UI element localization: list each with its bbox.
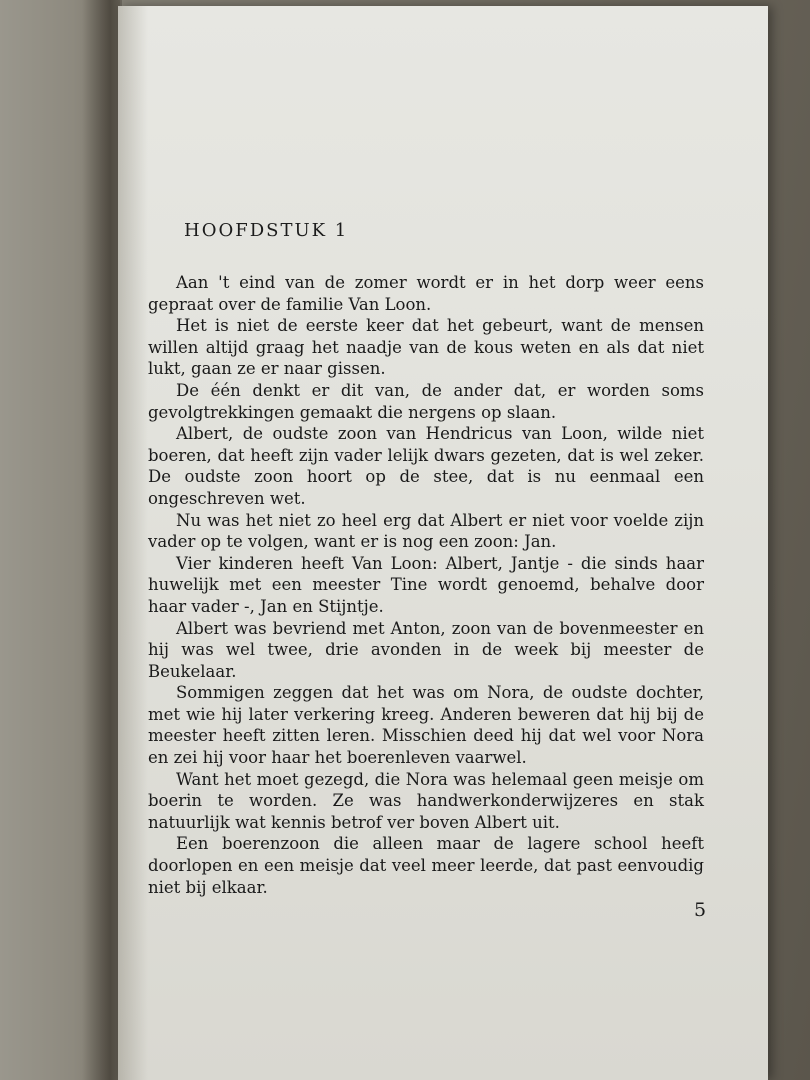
chapter-body	[148, 272, 704, 898]
paragraph: Nu was het niet zo heel erg dat Albert er niet voor voelde zijn vader op te volgen, want er is nog een zoon: Jan.	[148, 510, 704, 552]
paragraph: Het is niet de eerste keer dat het gebeurt, want de mensen willen altijd graag het naadje van de kous weten en als dat niet lukt, gaan ze er naar gissen.	[148, 316, 704, 379]
chapter-title: HOOFDSTUK 1	[184, 220, 349, 241]
paragraph: Vier kinderen heeft Van Loon: Albert, Jantje - die sinds haar huwelijk met een meester Tine wordt genoemd, behalve door haar vader -, Jan en Stijntje.	[148, 553, 704, 616]
paragraph: Albert, de oudste zoon van Hendricus van Loon, wilde niet boeren, dat heeft zijn vader lelijk dwars gezeten, dat is wel zeker. De oudste zoon hoort op de stee, dat is nu eenmaal een ongeschreven wet.	[148, 424, 704, 508]
paragraph: Want het moet gezegd, die Nora was helemaal geen meisje om boerin te worden. Ze was handwerkonderwijzeres en stak natuurlijk wat kennis betrof ver boven Albert uit.	[148, 769, 704, 832]
paragraph: Aan 't eind van de zomer wordt er in het dorp weer eens gepraat over de familie Van Loon.	[148, 273, 704, 314]
paragraph: De één denkt er dit van, de ander dat, er worden soms gevolgtrekkingen gemaakt die nergens op slaan.	[148, 380, 704, 422]
paragraph: Een boerenzoon die alleen maar de lagere school heeft doorlopen en een meisje dat veel meer leerde, dat past eenvoudig niet bij elkaar.	[148, 834, 704, 897]
book-page	[118, 6, 768, 1080]
page-number: 5	[694, 899, 707, 921]
book-spine-shadow	[82, 0, 122, 1080]
paragraph: Albert was bevriend met Anton, zoon van de bovenmeester en hij was wel twee, drie avonden in de week bij meester de Beukelaar.	[148, 618, 704, 681]
paragraph: Sommigen zeggen dat het was om Nora, de oudste dochter, met wie hij later verkering kreeg. Anderen beweren dat hij bij de meester heeft zitten leren. Misschien deed hij dat wel voor Nora en zei hij voor haar het boerenleven vaarwel.	[148, 683, 704, 768]
